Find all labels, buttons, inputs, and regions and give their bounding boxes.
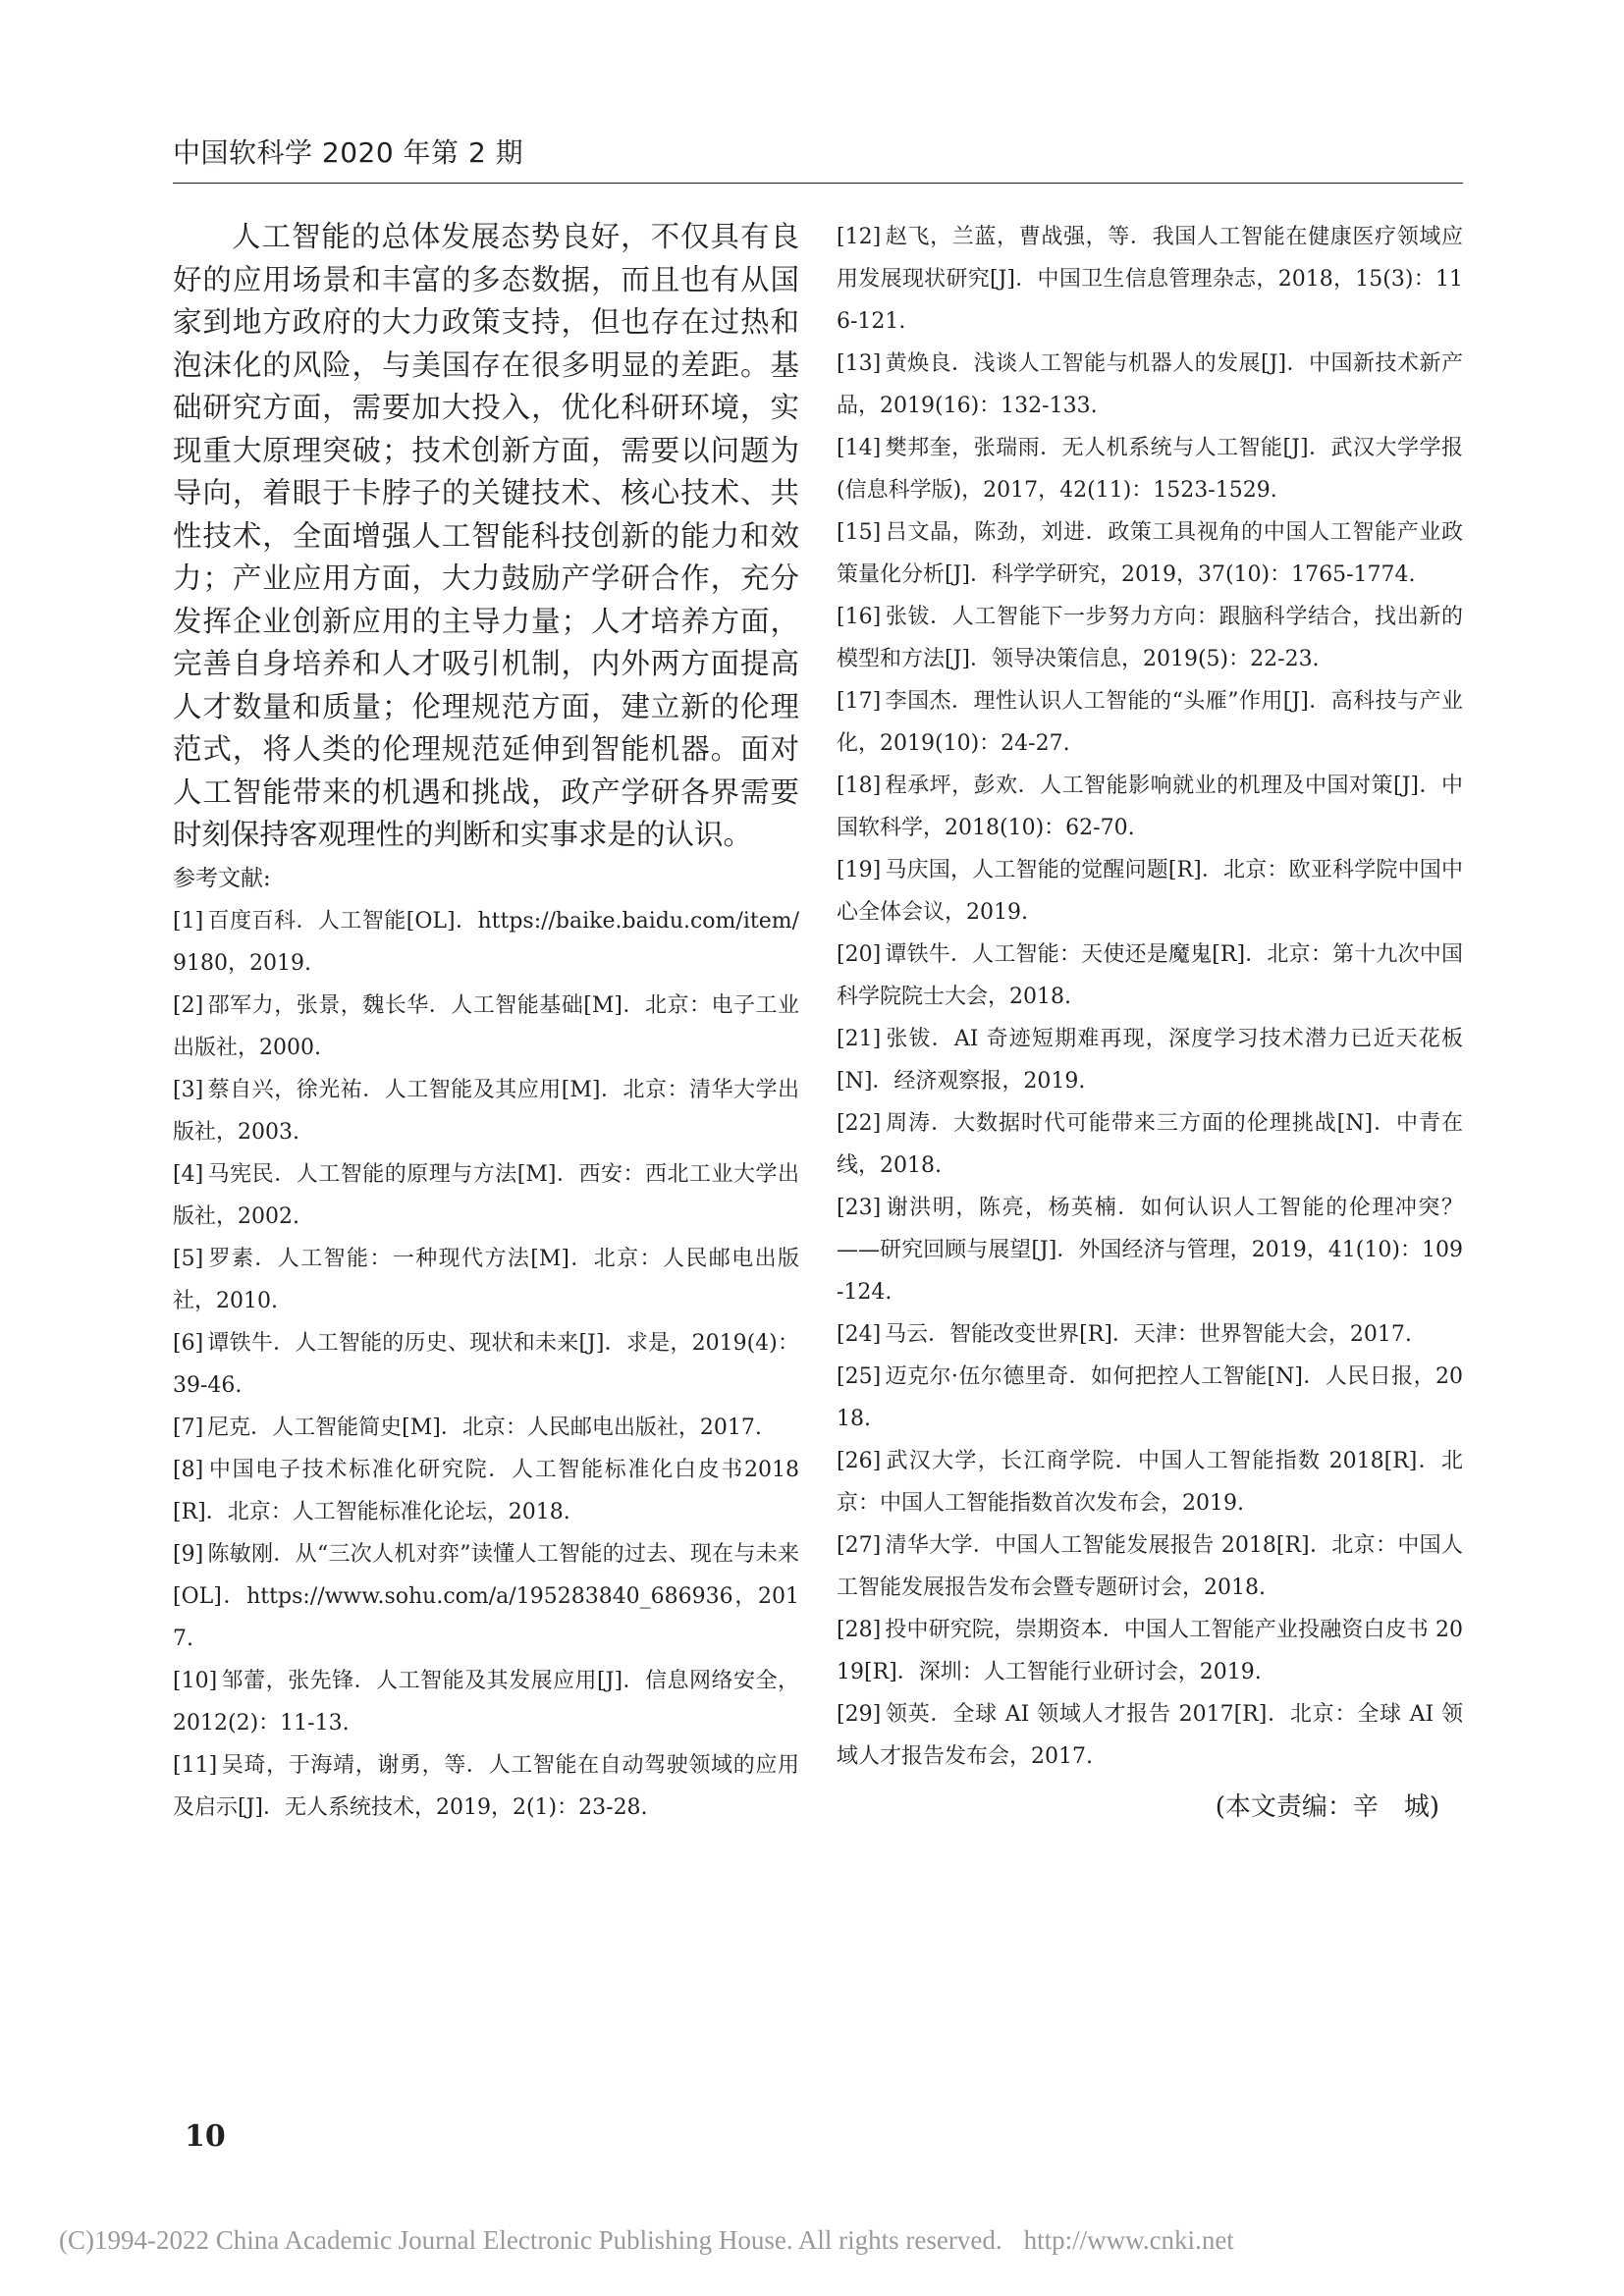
reference-text: 张钹．AI 奇迹短期难再现，深度学习技术潜力已近天花板[N]．经济观察报，2019. bbox=[837, 1027, 1463, 1094]
references-heading: 参考文献: bbox=[173, 865, 271, 891]
reference-text: 李国杰．理性认识人工智能的“头雁”作用[J]．高科技与产业化，2019(10)：24-27. bbox=[837, 689, 1463, 756]
reference-number: [20] bbox=[837, 942, 882, 967]
reference-number: [23] bbox=[837, 1196, 882, 1220]
reference-number: [1] bbox=[173, 908, 204, 934]
reference-number: [19] bbox=[837, 858, 882, 882]
reference-text: 百度百科．人工智能[OL]．https://baike.baidu.com/item/9180，2019. bbox=[173, 908, 799, 976]
reference-text: 马宪民．人工智能的原理与方法[M]．西安：西北工业大学出版社，2002. bbox=[173, 1161, 799, 1229]
reference-number: [6] bbox=[173, 1330, 204, 1356]
reference-number: [14] bbox=[837, 436, 882, 460]
reference-number: [22] bbox=[837, 1111, 882, 1136]
reference-item bbox=[837, 1356, 1463, 1440]
header-rule bbox=[173, 183, 1463, 184]
reference-text: 投中研究院，崇期资本．中国人工智能产业投融资白皮书 2019[R]．深圳：人工智能行业研讨会，2019. bbox=[837, 1618, 1463, 1684]
reference-text: 邹蕾，张先锋．人工智能及其发展应用[J]．信息网络安全，2012(2)：11-13. bbox=[173, 1668, 799, 1735]
reference-item bbox=[173, 1744, 799, 1829]
reference-number: [25] bbox=[837, 1364, 882, 1389]
page-number: 10 bbox=[185, 2119, 226, 2154]
reference-text: 程承坪，彭欢．人工智能影响就业的机理及中国对策[J]．中国软科学，2018(10)：62-70. bbox=[837, 774, 1463, 840]
reference-number: [5] bbox=[173, 1246, 204, 1271]
reference-item bbox=[837, 1524, 1463, 1609]
reference-text: 黄焕良．浅谈人工智能与机器人的发展[J]．中国新技术新产品，2019(16)：132-133. bbox=[837, 351, 1463, 418]
reference-item bbox=[837, 1018, 1463, 1102]
reference-item bbox=[837, 680, 1463, 765]
reference-text: 樊邦奎，张瑞雨．无人机系统与人工智能[J]．武汉大学学报(信息科学版)，2017，42(11)：1523-1529. bbox=[837, 436, 1463, 503]
reference-item bbox=[173, 1238, 799, 1322]
reference-number: [2] bbox=[173, 992, 204, 1018]
reference-number: [17] bbox=[837, 689, 882, 714]
reference-item bbox=[837, 849, 1463, 934]
reference-text: 张钹．人工智能下一步努力方向：跟脑科学结合，找出新的模型和方法[J]．领导决策信息，2019(5)：22-23. bbox=[837, 605, 1463, 671]
reference-number: [7] bbox=[173, 1415, 204, 1440]
reference-number: [27] bbox=[837, 1533, 882, 1558]
reference-number: [29] bbox=[837, 1702, 882, 1727]
reference-number: [4] bbox=[173, 1161, 204, 1187]
reference-text: 谢洪明，陈亮，杨英楠．如何认识人工智能的伦理冲突？——研究回顾与展望[J]．外国经济与管理，2019，41(10)：109-124. bbox=[837, 1196, 1463, 1305]
reference-text: 清华大学．中国人工智能发展报告 2018[R]．北京：中国人工智能发展报告发布会暨专题研讨会，2018. bbox=[837, 1533, 1463, 1600]
reference-text: 中国电子技术标准化研究院．人工智能标准化白皮书2018[R]．北京：人工智能标准化论坛，2018. bbox=[173, 1457, 799, 1524]
reference-text: 武汉大学，长江商学院．中国人工智能指数 2018[R]．北京：中国人工智能指数首次发布会，2019. bbox=[837, 1449, 1463, 1516]
reference-list-left bbox=[173, 900, 799, 1829]
left-column bbox=[173, 216, 799, 1829]
reference-text: 蔡自兴，徐光祐．人工智能及其应用[M]．北京：清华大学出版社，2003. bbox=[173, 1077, 799, 1145]
reference-item bbox=[837, 596, 1463, 680]
reference-text: 迈克尔·伍尔德里奇．如何把控人工智能[N]．人民日报，2018. bbox=[837, 1364, 1463, 1431]
copyright-footer bbox=[59, 2220, 1565, 2260]
reference-text: 马云．智能改变世界[R]．天津：世界智能大会，2017. bbox=[885, 1322, 1412, 1347]
reference-text: 吕文晶，陈劲，刘进．政策工具视角的中国人工智能产业政策量化分析[J]．科学学研究，2019，37(10)：1765-1774. bbox=[837, 520, 1463, 587]
reference-text: 罗素．人工智能：一种现代方法[M]．北京：人民邮电出版社，2010. bbox=[173, 1246, 799, 1313]
reference-item bbox=[837, 1693, 1463, 1778]
reference-item bbox=[173, 1660, 799, 1744]
reference-item bbox=[837, 934, 1463, 1018]
reference-number: [3] bbox=[173, 1077, 204, 1102]
reference-text: 领英．全球 AI 领域人才报告 2017[R]．北京：全球 AI 领域人才报告发布会，2017. bbox=[837, 1702, 1463, 1769]
reference-item bbox=[837, 427, 1463, 511]
reference-text: 吴琦，于海靖，谢勇，等．人工智能在自动驾驶领域的应用及启示[J]．无人系统技术，2019，2(1)：23-28. bbox=[173, 1752, 799, 1820]
reference-number: [24] bbox=[837, 1322, 882, 1347]
reference-number: [26] bbox=[837, 1449, 882, 1473]
reference-number: [10] bbox=[173, 1668, 218, 1693]
reference-text: 谭铁牛．人工智能：天使还是魔鬼[R]．北京：第十九次中国科学院院士大会，2018. bbox=[837, 942, 1463, 1009]
reference-number: [11] bbox=[173, 1752, 218, 1778]
reference-item bbox=[837, 1609, 1463, 1693]
reference-item bbox=[173, 1533, 799, 1660]
reference-item bbox=[837, 216, 1463, 343]
editor-note: (本文责编：辛 城) bbox=[1215, 1792, 1439, 1822]
reference-item bbox=[173, 1407, 799, 1449]
reference-item bbox=[837, 511, 1463, 596]
reference-item bbox=[173, 985, 799, 1069]
reference-item bbox=[173, 900, 799, 985]
footer-url: http://www.cnki.net bbox=[1023, 2225, 1234, 2255]
conclusion-paragraph: 人工智能的总体发展态势良好，不仅具有良好的应用场景和丰富的多态数据，而且也有从国家到地方政府的大力政策支持，但也存在过热和泡沫化的风险，与美国存在很多明显的差距。基础研究方面，需要加大投入，优化科研环境，实现重大原理突破；技术创新方面，需要以问题为导向，着眼于卡脖子的关键技术、核心技术、共性技术，全面增强人工智能科技创新的能力和效力；产业应用方面，大力鼓励产学研合作，充分发挥企业创新应用的主导力量；人才培养方面，完善自身培养和人才吸引机制，内外两方面提高人才数量和质量；伦理规范方面，建立新的伦理范式，将人类的伦理规范延伸到智能机器。面对人工智能带来的机遇和挑战，政产学研各界需要时刻保持客观理性的判断和实事求是的认识。 bbox=[173, 220, 799, 851]
reference-item bbox=[173, 1449, 799, 1533]
reference-number: [28] bbox=[837, 1618, 882, 1642]
reference-number: [12] bbox=[837, 225, 882, 249]
reference-item bbox=[837, 1440, 1463, 1524]
reference-text: 赵飞，兰蓝，曹战强，等．我国人工智能在健康医疗领域应用发展现状研究[J]．中国卫生信息管理杂志，2018，15(3)：116-121. bbox=[837, 225, 1463, 334]
reference-item bbox=[837, 1102, 1463, 1187]
right-column bbox=[837, 216, 1463, 1829]
reference-number: [15] bbox=[837, 520, 882, 545]
journal-issue-header: 中国软科学 2020 年第 2 期 bbox=[173, 136, 524, 169]
copyright-text: (C)1994-2022 China Academic Journal Electronic Publishing House. All rights reserved. bbox=[59, 2225, 1002, 2255]
reference-text: 周涛．大数据时代可能带来三方面的伦理挑战[N]．中青在线，2018. bbox=[837, 1111, 1463, 1178]
reference-number: [18] bbox=[837, 774, 882, 798]
reference-text: 陈敏刚．从“三次人机对弈”读懂人工智能的过去、现在与未来[OL]．https://www.sohu.com/a/195283840_686936，2017. bbox=[173, 1541, 799, 1651]
reference-text: 谭铁牛．人工智能的历史、现状和未来[J]．求是，2019(4)：39-46. bbox=[173, 1330, 799, 1398]
reference-text: 马庆国，人工智能的觉醒问题[R]．北京：欧亚科学院中国中心全体会议，2019. bbox=[837, 858, 1463, 925]
reference-item bbox=[837, 1313, 1463, 1356]
reference-item bbox=[173, 1069, 799, 1153]
reference-item bbox=[173, 1153, 799, 1238]
reference-number: [9] bbox=[173, 1541, 204, 1567]
reference-text: 邵军力，张景，魏长华．人工智能基础[M]．北京：电子工业出版社，2000. bbox=[173, 992, 799, 1060]
reference-number: [8] bbox=[173, 1457, 204, 1482]
reference-item bbox=[837, 1187, 1463, 1313]
reference-list-right bbox=[837, 216, 1463, 1778]
reference-text: 尼克．人工智能简史[M]．北京：人民邮电出版社，2017. bbox=[207, 1415, 762, 1440]
reference-item bbox=[173, 1322, 799, 1407]
reference-number: [16] bbox=[837, 605, 882, 629]
reference-number: [13] bbox=[837, 351, 882, 376]
reference-item bbox=[837, 343, 1463, 427]
reference-number: [21] bbox=[837, 1027, 882, 1051]
reference-item bbox=[837, 765, 1463, 849]
